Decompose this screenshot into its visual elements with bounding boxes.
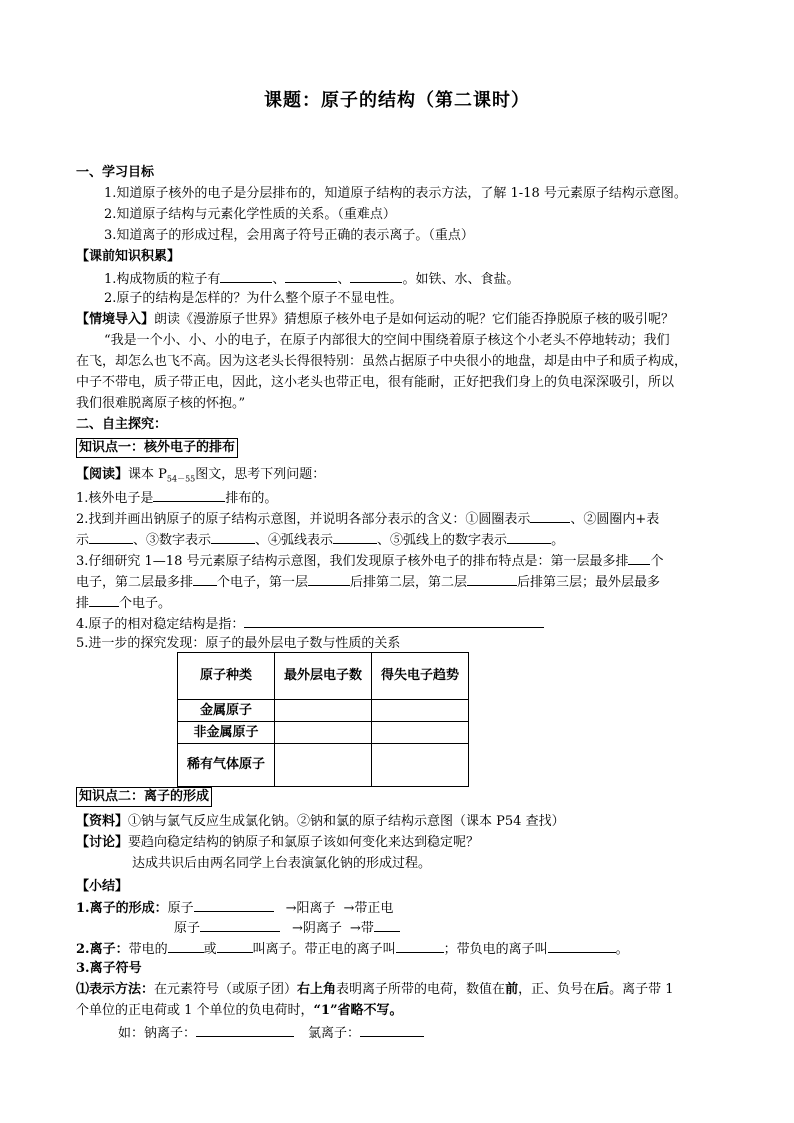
blank[interactable] (374, 917, 400, 932)
blank[interactable] (507, 529, 551, 544)
kp1-q2-g: 。 (551, 533, 565, 548)
kp1-q2-a: 2.找到并画出钠原子的原子结构示意图，并说明各部分表示的含义：①圆圈表示 (76, 512, 531, 527)
summary-line-2 (76, 938, 629, 960)
pre-question-2: 2.原子的结构是怎样的？为什么整个原子不显电性。 (104, 291, 403, 306)
summary-line-3: 3.离子符号 (76, 961, 142, 976)
kp1-q1 (76, 487, 277, 509)
summary-2-head: 2.离子： (76, 942, 129, 957)
table-cell[interactable] (372, 722, 469, 744)
separator: 、 (272, 272, 286, 287)
discussion-line (76, 833, 479, 853)
kp1-q2-e: 、④弧线表示 (255, 533, 334, 548)
summary-5-a: 个单位的正电荷或 1 个单位的负电荷时， (76, 1003, 314, 1018)
objective-1: 1.知道原子核外的电子是分层排布的，知道原子结构的表示方法，了解 1-18 号元素原子结构示意图。 (104, 186, 687, 201)
blank[interactable] (168, 938, 204, 953)
kp1-q2-d: 、③数字表示 (133, 533, 212, 548)
summary-5-b: “1”省略不写。 (313, 1003, 403, 1018)
kp1-q4-text: 4.原子的相对稳定结构是指： (76, 617, 245, 632)
kp1-q3-c: 电子，第二层最多排 (76, 575, 194, 590)
kp1-q3-cont (76, 571, 660, 593)
table-header: 原子种类 (178, 653, 275, 700)
kp1-q3-b: 个 (650, 554, 664, 569)
intro-text: 朗读《漫游原子世界》猜想原子核外电子是如何运动的呢？它们能否挣脱原子核的吸引呢？ (154, 312, 675, 327)
example-sodium-label: 如：钠离子： (118, 1026, 197, 1041)
story-line-3: 中子不带电，质子带正电，因此，这小老头也带正电，很有能耐，正好把我们身上的负电深深吸引，所以 (76, 375, 675, 390)
read-tag: 【阅读】 (76, 467, 129, 482)
blank[interactable] (193, 571, 217, 586)
summary-4-a: 在元素符号（或原子团） (154, 982, 298, 997)
discussion-line-2: 达成共识后由两名同学上台表演氯化钠的形成过程。 (132, 856, 432, 871)
kp1-q3-d: 个电子，第一层 (217, 575, 309, 590)
table-header: 最外层电子数 (275, 653, 372, 700)
blank[interactable] (196, 1022, 294, 1037)
kp1-q1-b: 排布的。 (225, 491, 278, 506)
summary-2-e: 。 (615, 942, 629, 957)
blank[interactable] (467, 571, 517, 586)
summary-4-f: 后 (596, 982, 610, 997)
table-cell[interactable] (275, 744, 372, 787)
summary-line-1 (76, 897, 393, 919)
summary-1-d: 原子 (174, 921, 201, 936)
table-cell[interactable] (275, 700, 372, 722)
blank[interactable] (548, 938, 616, 953)
summary-line-5 (76, 1001, 403, 1021)
story-line-2: 在飞，却怎么也飞不高。因为这老头长得很特别：虽然占据原子中央很小的地盘，却是由中子和质子构成， (76, 354, 688, 369)
discussion-text: 要趋向稳定结构的钠原子和氯原子该如何变化来达到稳定呢？ (128, 835, 480, 850)
story-line-1: “我是一个小、小、小的电子，在原子内部很大的空间中围绕着原子核这个小老头不停地转动；我们 (104, 333, 670, 348)
kp2-title-row (76, 787, 212, 807)
summary-2-a: 带电的 (128, 942, 168, 957)
page-range: 54－55 (166, 474, 196, 484)
summary-1-e: →阴离子 (292, 921, 342, 936)
blank[interactable] (285, 268, 337, 283)
summary-4-e: ，正、负号在 (518, 982, 597, 997)
read-text-b: 图文，思考下列问题： (195, 467, 326, 482)
section-1-heading: 一、学习目标 (76, 165, 155, 180)
kp1-q3-e: 后排第二层，第二层 (350, 575, 468, 590)
data-tag: 【资料】 (76, 814, 129, 829)
example-chlorine-label: 氯离子： (308, 1026, 361, 1041)
kp1-q3-end (76, 592, 171, 614)
blank[interactable] (628, 550, 650, 565)
summary-4-head: ⑴表示方法： (76, 982, 155, 997)
story-line-4: 我们很难脱离原子核的怀抱。” (76, 396, 246, 411)
kp1-q3-a: 3.仔细研究 1—18 号元素原子结构示意图，我们发现原子核外电子的排布特点是：第一层最多排 (76, 554, 629, 569)
summary-2-d: ；带负电的离子叫 (443, 942, 548, 957)
kp1-q1-a: 1.核外电子是 (76, 491, 154, 506)
kp1-q2-cont (76, 529, 564, 551)
read-text-a: 课本 P (128, 467, 167, 482)
kp1-q3-g: 排 (76, 596, 90, 611)
blank[interactable] (211, 529, 255, 544)
data-text: ①钠与氯气反应生成氯化钠。②钠和氯的原子结构示意图（课本 P54 查找） (128, 814, 565, 829)
data-line (76, 812, 565, 832)
summary-tag: 【小结】 (76, 879, 129, 894)
intro-tag: 【情境导入】 (76, 312, 155, 327)
kp2-title: 知识点二：离子的形成 (76, 787, 212, 807)
atom-property-table (177, 652, 469, 787)
blank[interactable] (200, 917, 280, 932)
blank[interactable] (333, 529, 377, 544)
summary-line-1b (174, 917, 400, 939)
discussion-tag: 【讨论】 (76, 835, 129, 850)
summary-4-g: 。离子带 1 (609, 982, 674, 997)
objective-2: 2.知道原子结构与元素化学性质的关系。（重难点） (104, 207, 396, 222)
read-line (76, 465, 325, 490)
blank[interactable] (396, 938, 444, 953)
blank[interactable] (89, 529, 133, 544)
summary-4-d: 前 (505, 982, 519, 997)
blank[interactable] (308, 571, 350, 586)
kp1-q3-f: 后排第三层；最外层最多 (517, 575, 661, 590)
separator: 、 (337, 272, 351, 287)
blank[interactable] (217, 938, 253, 953)
kp1-title-row (76, 438, 238, 458)
page-title: 课题：原子的结构（第二课时） (264, 90, 530, 111)
blank[interactable] (360, 1022, 424, 1037)
table-row-label: 稀有气体原子 (178, 744, 275, 787)
summary-4-b: 右上角 (297, 982, 337, 997)
kp1-q2-f: 、⑤弧线上的数字表示 (377, 533, 508, 548)
summary-1-f: →带 (349, 921, 374, 936)
blank[interactable] (350, 268, 402, 283)
kp1-q3 (76, 550, 664, 572)
pre-q1-end: 。如铁、水、食盐。 (402, 272, 520, 287)
kp1-q4 (76, 613, 544, 635)
table-cell[interactable] (372, 700, 469, 722)
table-cell[interactable] (372, 744, 469, 787)
table-row-label: 非金属原子 (178, 722, 275, 744)
summary-line-4 (76, 980, 674, 1000)
blank[interactable] (194, 897, 274, 912)
table-cell[interactable] (275, 722, 372, 744)
summary-line-6 (118, 1022, 424, 1044)
objective-3: 3.知道离子的形成过程，会用离子符号正确的表示离子。（重点） (104, 228, 474, 243)
kp1-q2 (76, 508, 659, 530)
kp1-title: 知识点一：核外电子的排布 (76, 438, 238, 458)
blank[interactable] (89, 592, 119, 607)
blank[interactable] (530, 508, 570, 523)
summary-1-c: →带正电 (343, 901, 394, 916)
pre-class-heading: 【课前知识积累】 (76, 249, 181, 264)
kp1-q2-b: 、②圆圈内+表 (570, 512, 660, 527)
kp1-q3-h: 个电子。 (119, 596, 172, 611)
section-2-heading: 二、自主探究： (76, 417, 168, 432)
summary-1-head: 1.离子的形成： (76, 901, 168, 916)
summary-4-c: 表明离子所带的电荷，数值在 (336, 982, 506, 997)
table-row-label: 金属原子 (178, 700, 275, 722)
blank[interactable] (220, 268, 272, 283)
kp1-q2-c: 示 (76, 533, 90, 548)
kp1-q5: 5.进一步的探究发现：原子的最外层电子数与性质的关系 (76, 636, 401, 651)
pre-q1-text: 1.构成物质的粒子有 (104, 272, 221, 287)
summary-1-b: →阳离子 (285, 901, 336, 916)
summary-2-c: 叫离子。带正电的离子叫 (252, 942, 396, 957)
summary-2-b: 或 (203, 942, 217, 957)
summary-1-a: 原子 (167, 901, 194, 916)
blank[interactable] (244, 613, 544, 628)
pre-question-1 (104, 268, 519, 290)
blank[interactable] (153, 487, 225, 502)
table-header: 得失电子趋势 (372, 653, 469, 700)
intro-line (76, 310, 674, 330)
